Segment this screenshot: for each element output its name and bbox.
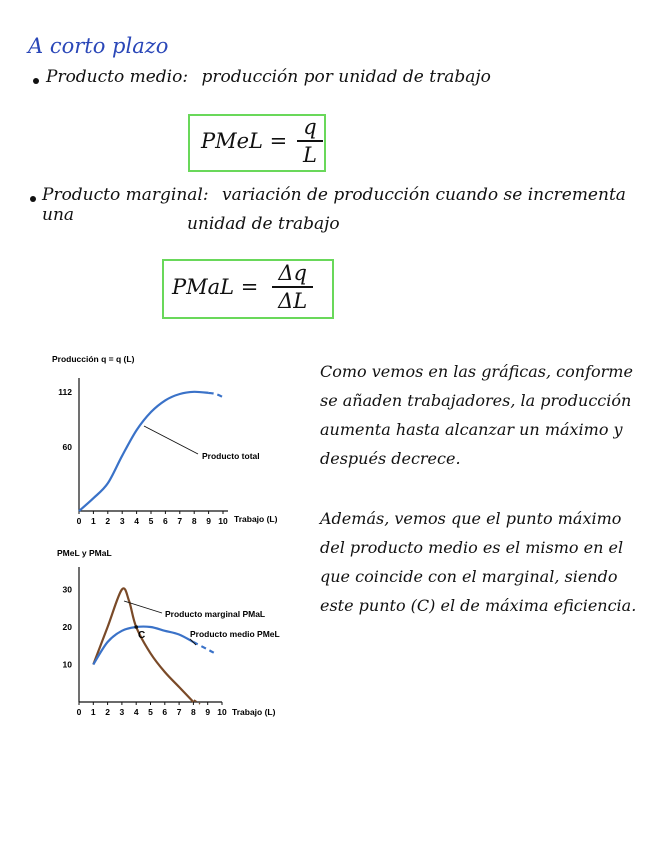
x-tick-label: 8 [191,707,196,717]
formula-pmal-denominator: ΔL [278,289,308,313]
producto-marginal-text-2: unidad de trabajo [187,214,340,234]
y-tick-label: 30 [62,584,72,595]
note-graphs: Como vemos en las gráficas, conforme se añaden trabajadores, la producción aumenta hasta alcanzar un máximo y después decrece. [320,362,633,468]
producto-medio-text: producción por unidad de trabajo [201,67,491,87]
x-tick-label: 3 [119,707,125,717]
producto-medio-label: Producto medio: [46,67,189,87]
producto-medio-definition [46,67,491,87]
chart2-xlabel: Trabajo (L) [232,707,276,717]
formula-pmel-fraction [297,115,322,167]
y-tick-label: 20 [62,622,72,632]
x-tick-label: 10 [217,707,227,717]
formula-pmal-lhs: PMaL = [172,275,259,299]
formula-pmal-fraction [272,261,313,313]
formula-pmal [172,261,313,313]
x-tick-label: 4 [134,516,139,526]
x-tick-label: 6 [163,516,168,526]
x-tick-label: 6 [162,707,168,717]
average-marginal-product-chart [40,543,300,723]
point-c-marker [134,625,138,629]
total-product-curve [79,392,209,511]
formula-pmel-numerator: q [297,115,322,142]
x-tick-label: 0 [76,516,82,526]
x-tick-label: 2 [105,707,110,717]
x-tick-label: 0 [76,707,82,717]
total-product-extrapolation [209,393,223,397]
formula-pmel-denominator: L [303,143,317,167]
formula-pmel [201,116,323,166]
x-tick-label: 1 [91,516,96,526]
total-product-chart [40,348,300,533]
x-tick-label: 7 [176,707,182,717]
note-efficiency: Además, vemos que el punto máximo del producto medio es el mismo en el que coincide con el marginal, siendo este punto (C) el de máxima eficiencia. [320,509,637,615]
page-title: A corto plazo [28,34,169,58]
bullet-dot [30,196,36,202]
chart2-marginal-annotation: Producto marginal PMaL [165,609,266,619]
chart2-average-annotation: Producto medio PMeL [190,629,280,639]
formula-pmel-lhs: PMeL = [201,129,288,153]
point-c-label: C [138,630,146,641]
y-tick-label: 112 [58,386,72,397]
producto-marginal-text-1: variación de producción cuando se incrementa una [42,185,626,225]
x-tick-label: 8 [191,516,197,526]
chart1-xlabel: Trabajo (L) [234,514,278,524]
formula-pmal-numerator: Δq [272,261,313,288]
marginal-product-curve [93,588,193,702]
chart1-ylabel: Producción q = q (L) [52,354,135,364]
chart2-ylabel: PMeL y PMaL [57,548,112,558]
y-tick-label: 60 [62,442,72,453]
producto-marginal-label: Producto marginal: [42,185,209,205]
x-tick-label: 10 [218,516,228,526]
x-tick-label: 5 [148,516,154,526]
bullet-dot [33,78,39,84]
y-tick-label: 10 [62,659,72,670]
average-product-extrapolation [193,642,214,653]
x-tick-label: 3 [119,516,125,526]
x-tick-label: 1 [90,707,96,717]
x-tick-label: 7 [177,516,183,526]
chart1-annotation: Producto total [202,451,260,461]
x-tick-label: 2 [105,516,111,526]
x-tick-label: 5 [148,707,153,717]
x-tick-label: 9 [205,707,211,717]
chart1-annotation-leader [144,426,198,454]
x-tick-label: 9 [206,516,211,526]
x-tick-label: 4 [133,707,139,717]
producto-marginal-definition [42,185,655,225]
